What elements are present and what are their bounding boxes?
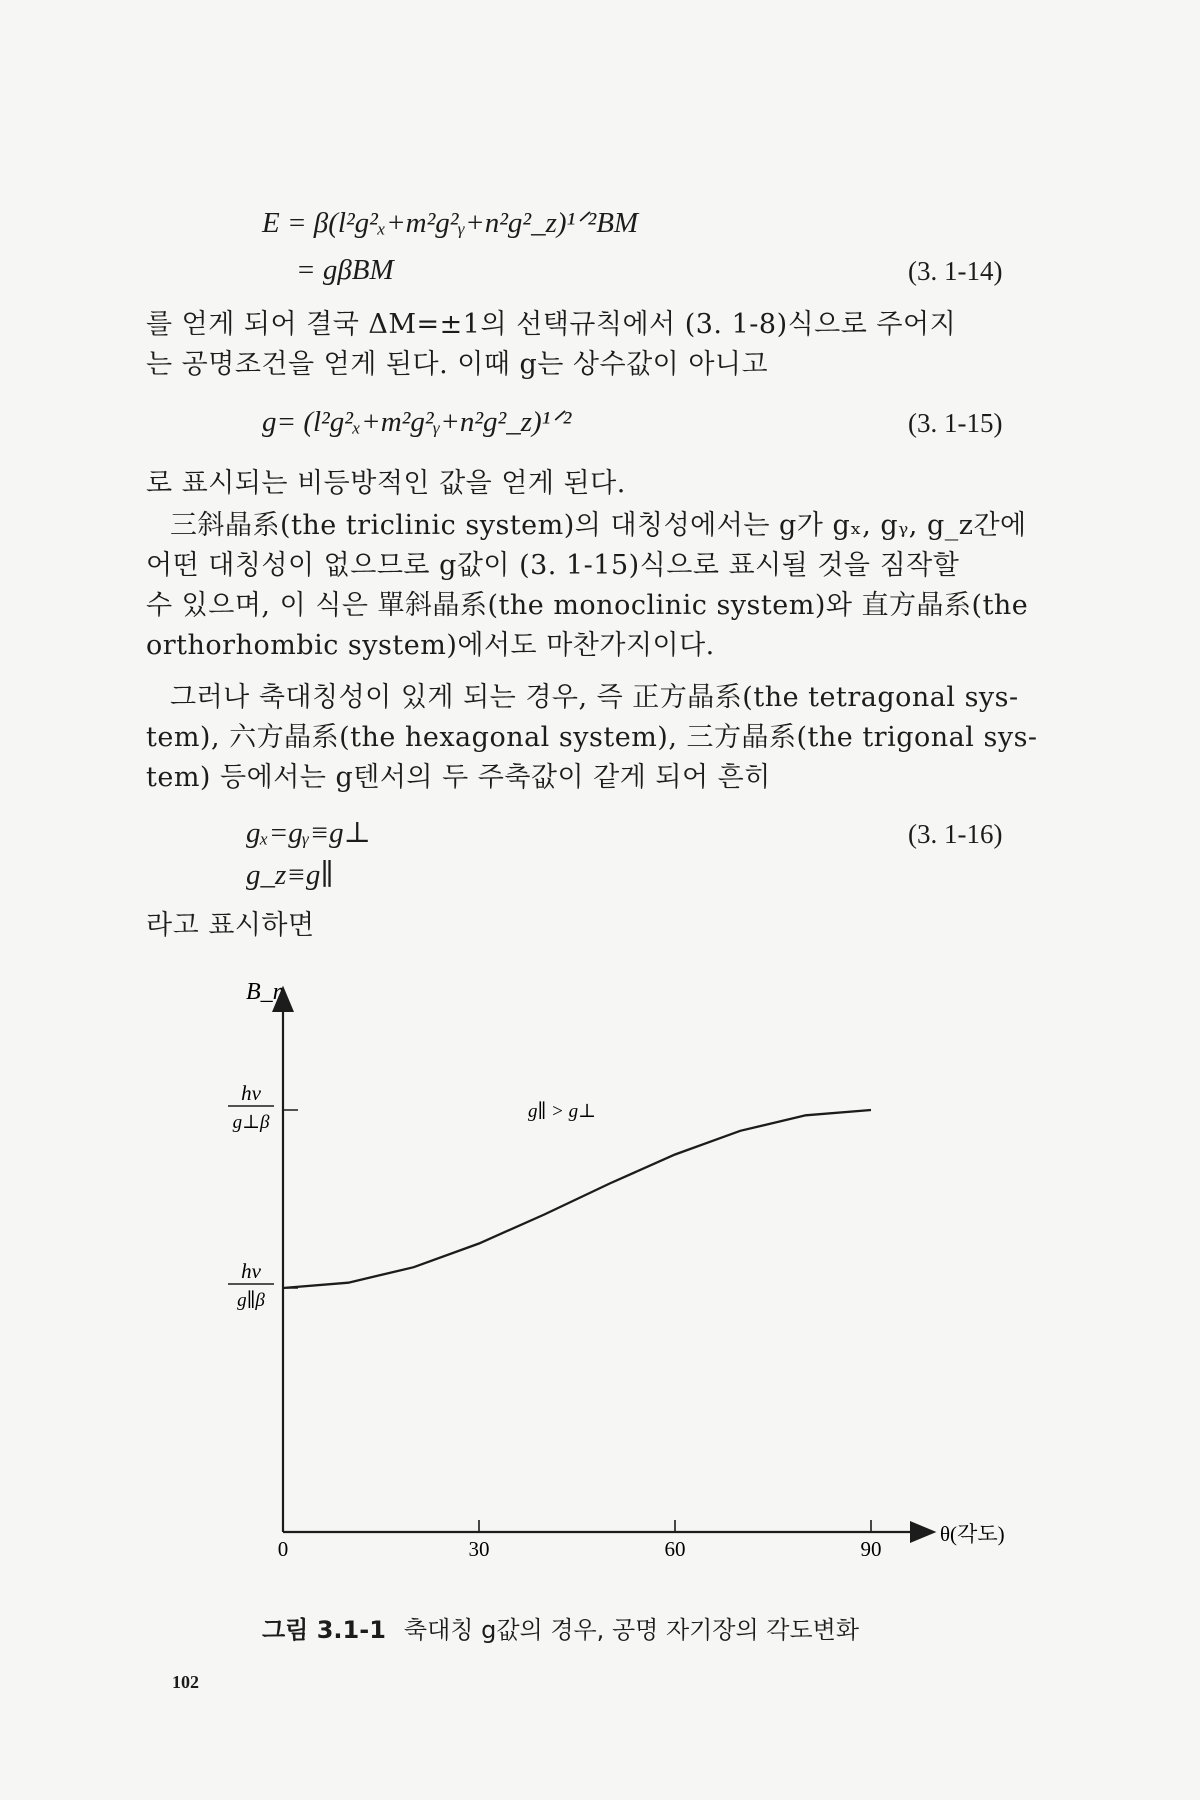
y-marker-g-perp-numerator: hν [241,1081,261,1105]
equation-3-1-15: g= (l²g²ₓ+m²g²ᵧ+n²g²_z)¹ᐟ² [262,406,572,438]
equation-number-3-1-16: (3. 1-16) [908,819,1003,849]
x-ticks [278,1520,882,1561]
paragraph-3-line-4: orthorhombic system)에서도 마찬가지이다. [146,630,715,661]
equation-3-1-14-line2: = gβBM [296,254,394,286]
equation-3-1-16-line1: gₓ=gᵧ≡g⊥ [246,817,371,849]
page-number: 102 [172,1672,199,1692]
figure-caption-label: 그림 3.1-1 [262,1616,386,1644]
y-marker-g-perp-denominator: g⊥β [232,1112,270,1133]
equation-3-1-14-line1: E = β(l²g²ₓ+m²g²ᵧ+n²g²_z)¹ᐟ²BM [262,207,639,239]
equation-number-3-1-14: (3. 1-14) [908,256,1003,286]
paragraph-4-line-1: 그러나 축대칭성이 있게 되는 경우, 즉 正方晶系(the tetragonal sys- [170,682,1019,713]
y-marker-g-parallel [228,1259,298,1311]
chart-annotation: g∥ > g⊥ [528,1101,596,1122]
paragraph-5-line-1: 라고 표시하면 [146,910,315,941]
series-curve-br-theta [283,1110,871,1288]
x-tick-label-30: 30 [468,1537,490,1561]
y-marker-g-parallel-numerator: hν [241,1259,261,1283]
equation-number-3-1-15: (3. 1-15) [908,408,1003,438]
paragraph-4-line-2: tem), 六方晶系(the hexagonal system), 三方晶系(the trigonal sys- [146,722,1038,753]
paragraph-1-line-1: 를 얻게 되어 결국 ΔM=±1의 선택규칙에서 (3. 1-8)식으로 주어지 [146,309,957,340]
figure-caption-text: 축대칭 g값의 경우, 공명 자기장의 각도변화 [403,1616,860,1644]
y-marker-g-parallel-denominator: g∥β [237,1290,265,1311]
x-axis-label: θ(각도) [940,1522,1005,1546]
paragraph-4-line-3: tem) 등에서는 g텐서의 두 주축값이 같게 되어 흔히 [146,762,771,793]
x-tick-label-0: 0 [277,1537,289,1561]
x-tick-label-90: 90 [860,1537,882,1561]
figure-caption [262,1610,859,1645]
y-marker-g-perp [228,1081,298,1133]
x-tick-label-60: 60 [664,1537,686,1561]
y-axis-label: B_r [246,979,282,1005]
paragraph-3-line-2: 어떤 대칭성이 없으므로 g값이 (3. 1-15)식으로 표시될 것을 짐작할 [146,550,960,581]
equation-3-1-16-line2: g_z≡g∥ [246,859,334,891]
paragraph-2-line-1: 로 표시되는 비등방적인 값을 얻게 된다. [146,468,626,499]
paragraph-1-line-2: 는 공명조건을 얻게 된다. 이때 g는 상수값이 아니고 [146,349,769,380]
paragraph-3-line-3: 수 있으며, 이 식은 單斜晶系(the monoclinic system)와 直方晶系(the [146,590,1029,621]
paragraph-3-line-1: 三斜晶系(the triclinic system)의 대칭성에서는 g가 gₓ, gᵧ, g_z간에 [170,510,1027,541]
